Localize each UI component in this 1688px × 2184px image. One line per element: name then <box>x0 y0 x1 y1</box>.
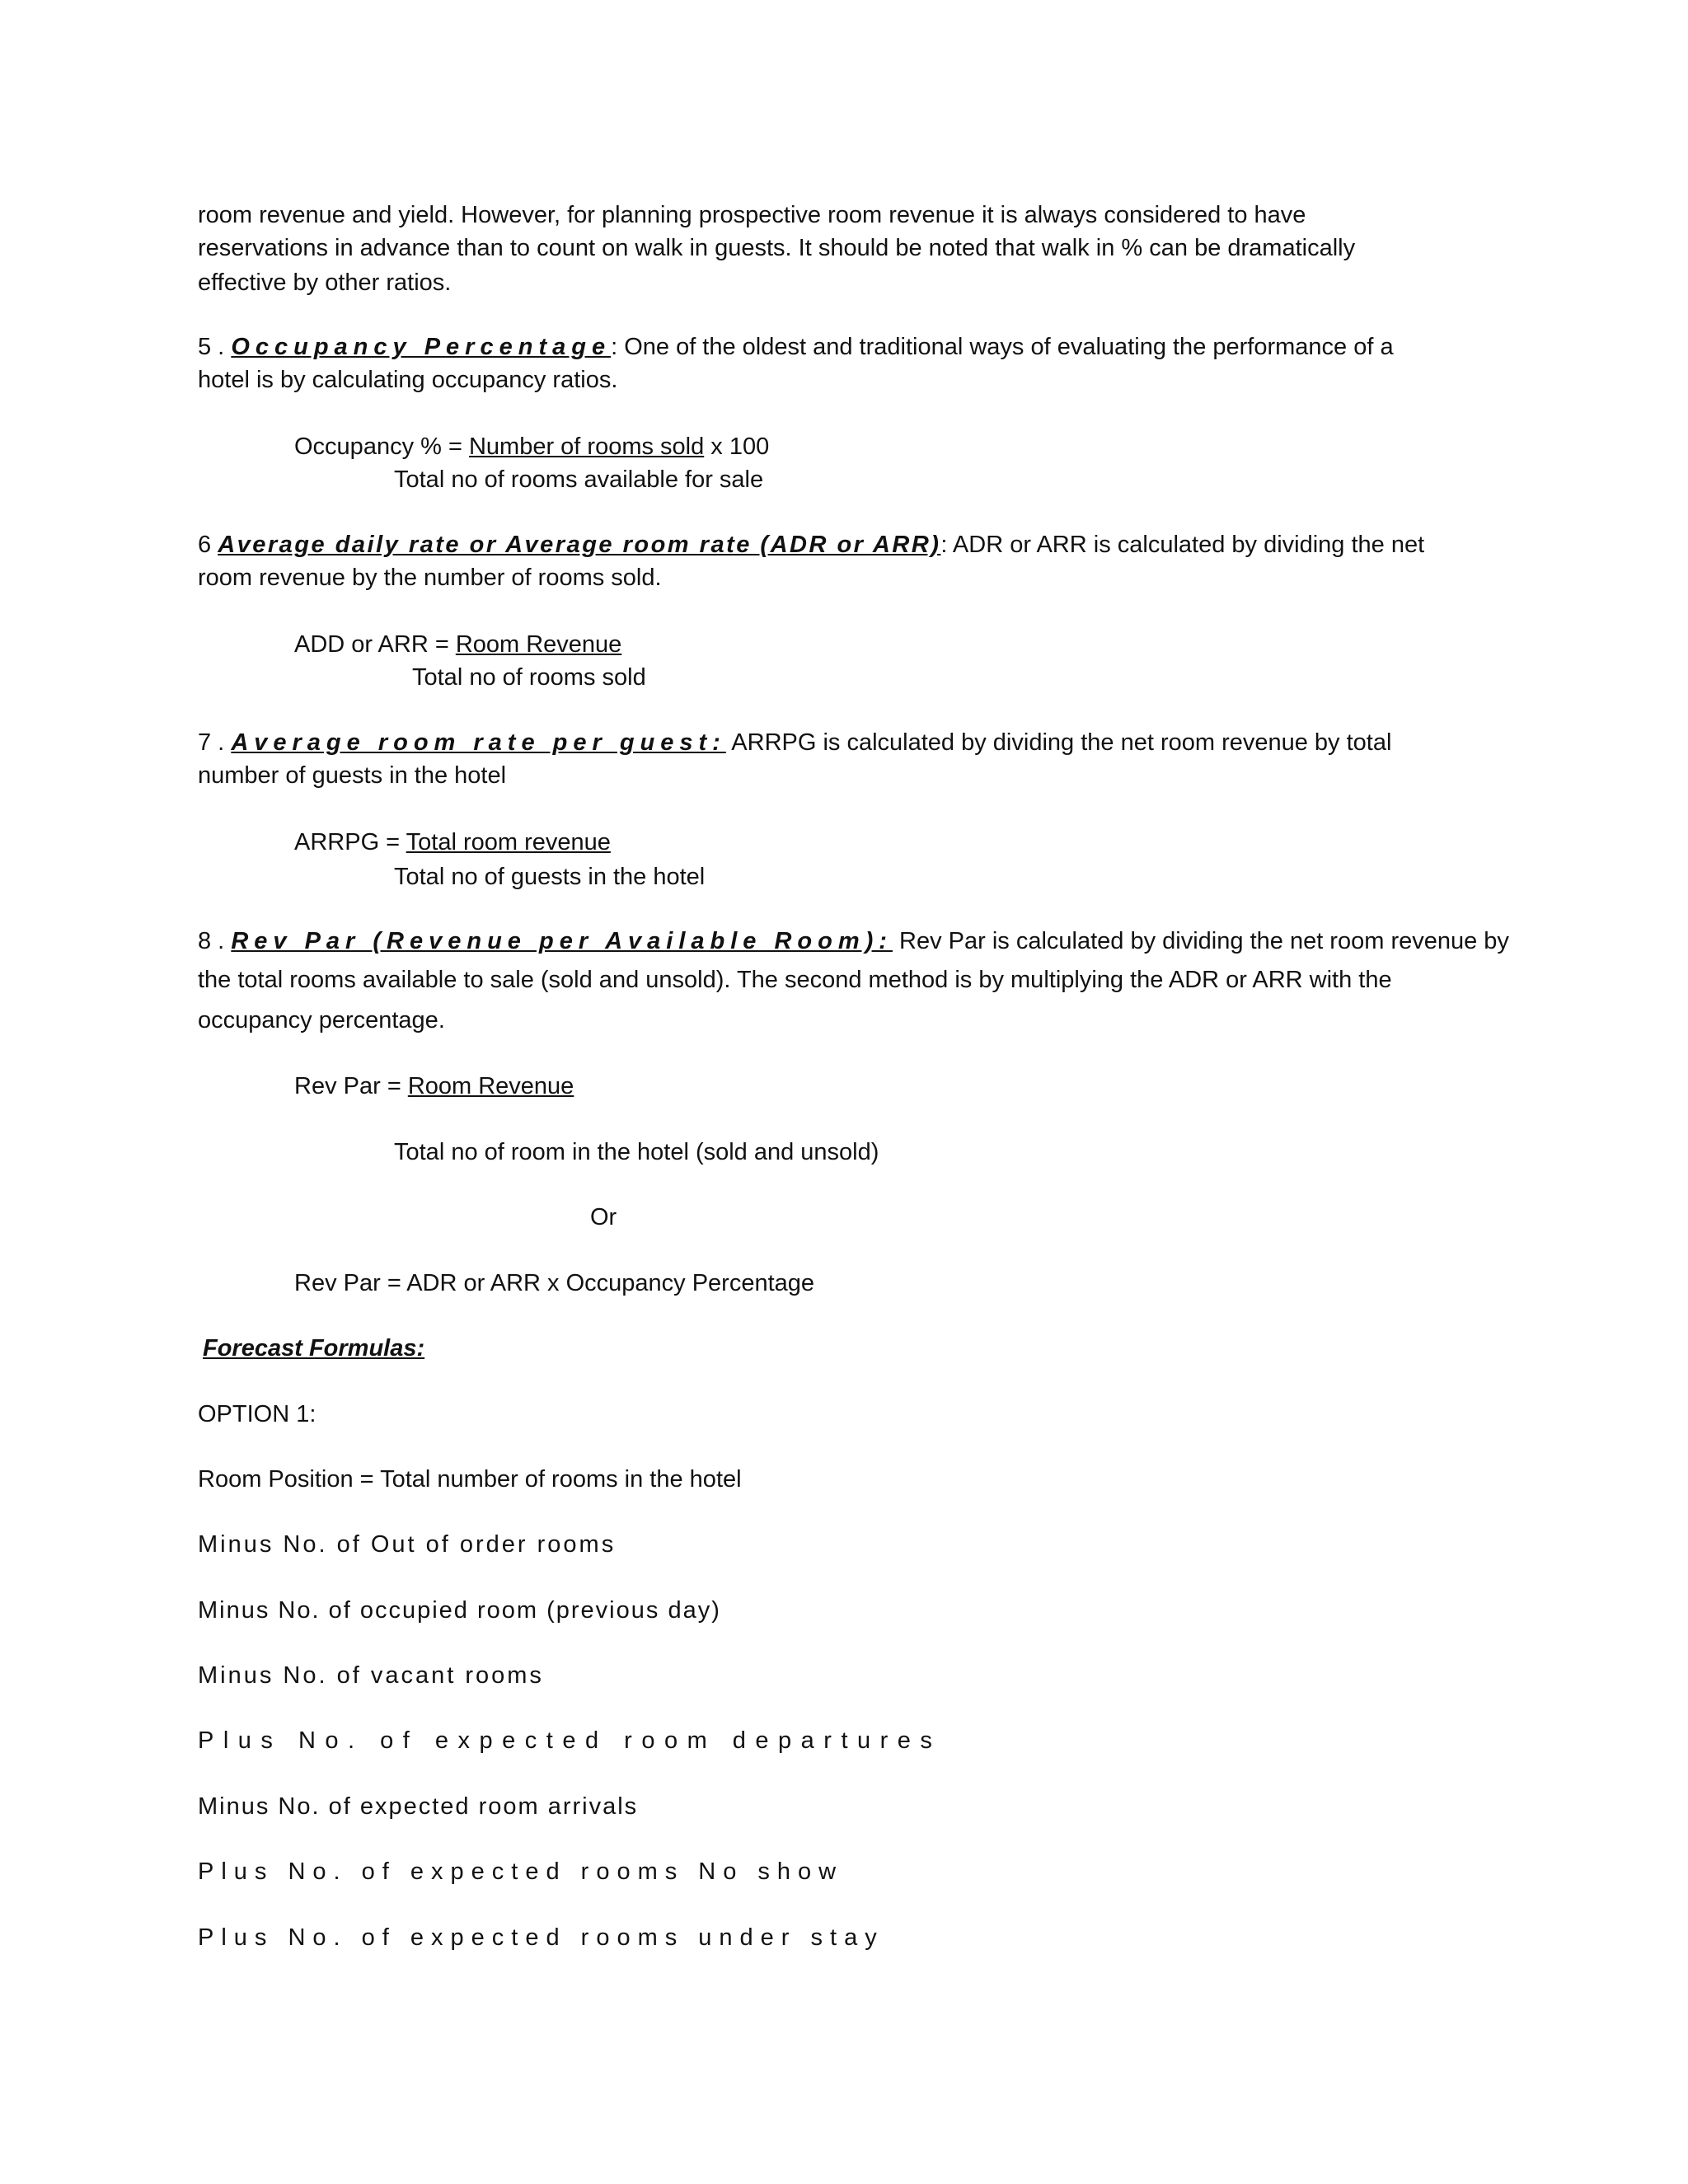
section-7-heading <box>198 728 1391 757</box>
forecast-item-departures: Plus No. of expected room departures <box>198 1727 942 1754</box>
section-7-title: Average room rate per guest: <box>231 729 726 756</box>
intro-line-3: effective by other ratios. <box>198 269 452 296</box>
section-8-number: 8 . <box>198 928 232 954</box>
adr-formula <box>294 630 621 659</box>
forecast-item-under-stay: Plus No. of expected rooms under stay <box>198 1924 884 1951</box>
section-6-text: : ADR or ARR is calculated by dividing the net <box>940 532 1425 558</box>
section-6-heading <box>198 530 1424 560</box>
section-5-heading <box>198 332 1394 362</box>
forecast-item-out-of-order: Minus No. of Out of order rooms <box>198 1531 617 1558</box>
occupancy-formula-numerator: Number of rooms sold <box>468 434 705 460</box>
adr-formula-denominator: Total no of rooms sold <box>412 664 646 691</box>
occupancy-formula-denominator: Total no of rooms available for sale <box>394 466 764 493</box>
revpar-formula-numerator: Room Revenue <box>407 1073 574 1099</box>
revpar-or: Or <box>590 1204 617 1230</box>
section-8-heading <box>198 926 1509 956</box>
section-7-text: ARRPG is calculated by dividing the net room revenue by total <box>725 729 1392 756</box>
section-5-line-2: hotel is by calculating occupancy ratios. <box>198 367 618 393</box>
forecast-item-no-show: Plus No. of expected rooms No show <box>198 1858 844 1885</box>
revpar-formula <box>294 1071 574 1101</box>
section-5-number: 5 . <box>198 334 232 360</box>
forecast-heading: Forecast Formulas: <box>203 1335 425 1361</box>
revpar-formula-denominator: Total no of room in the hotel (sold and unsold) <box>394 1139 879 1165</box>
section-5-title: Occupancy Percentage <box>231 334 612 360</box>
section-6-number: 6 <box>198 532 218 558</box>
occupancy-formula-multiplier: x 100 <box>704 434 770 460</box>
revpar-formula-alternative: Rev Par = ADR or ARR x Occupancy Percentage <box>294 1270 815 1296</box>
occupancy-formula <box>294 432 769 462</box>
section-6-title: Average daily rate or Average room rate (ADR or ARR) <box>218 532 941 558</box>
section-8-line-2: the total rooms available to sale (sold and unsold). The second method is by multiplying the ADR or ARR with the <box>198 967 1392 993</box>
forecast-option: OPTION 1: <box>198 1401 316 1427</box>
forecast-item-occupied: Minus No. of occupied room (previous day) <box>198 1597 721 1624</box>
adr-formula-numerator: Room Revenue <box>455 631 622 658</box>
forecast-item-arrivals: Minus No. of expected room arrivals <box>198 1793 639 1820</box>
adr-formula-lhs: ADD or ARR = <box>294 631 456 658</box>
section-7-line-2: number of guests in the hotel <box>198 762 507 789</box>
occupancy-formula-lhs: Occupancy % = <box>294 434 469 460</box>
intro-line-1: room revenue and yield. However, for planning prospective room revenue it is always considered to have <box>198 202 1306 228</box>
arrpg-formula <box>294 827 611 857</box>
section-7-number: 7 . <box>198 729 232 756</box>
section-5-text: : One of the oldest and traditional ways of evaluating the performance of a <box>611 334 1394 360</box>
forecast-item-room-position: Room Position = Total number of rooms in the hotel <box>198 1466 742 1493</box>
section-8-text: Rev Par is calculated by dividing the net room revenue by <box>892 928 1509 954</box>
section-8-title: Rev Par (Revenue per Available Room): <box>231 928 893 954</box>
intro-line-2: reservations in advance than to count on walk in guests. It should be noted that walk in % can be dramatically <box>198 235 1356 261</box>
section-8-line-3: occupancy percentage. <box>198 1007 445 1033</box>
arrpg-formula-lhs: ARRPG = <box>294 829 406 855</box>
revpar-formula-lhs: Rev Par = <box>294 1073 408 1099</box>
section-6-line-2: room revenue by the number of rooms sold. <box>198 565 662 591</box>
arrpg-formula-numerator: Total room revenue <box>406 829 611 855</box>
arrpg-formula-denominator: Total no of guests in the hotel <box>394 864 706 890</box>
forecast-item-vacant: Minus No. of vacant rooms <box>198 1662 544 1689</box>
